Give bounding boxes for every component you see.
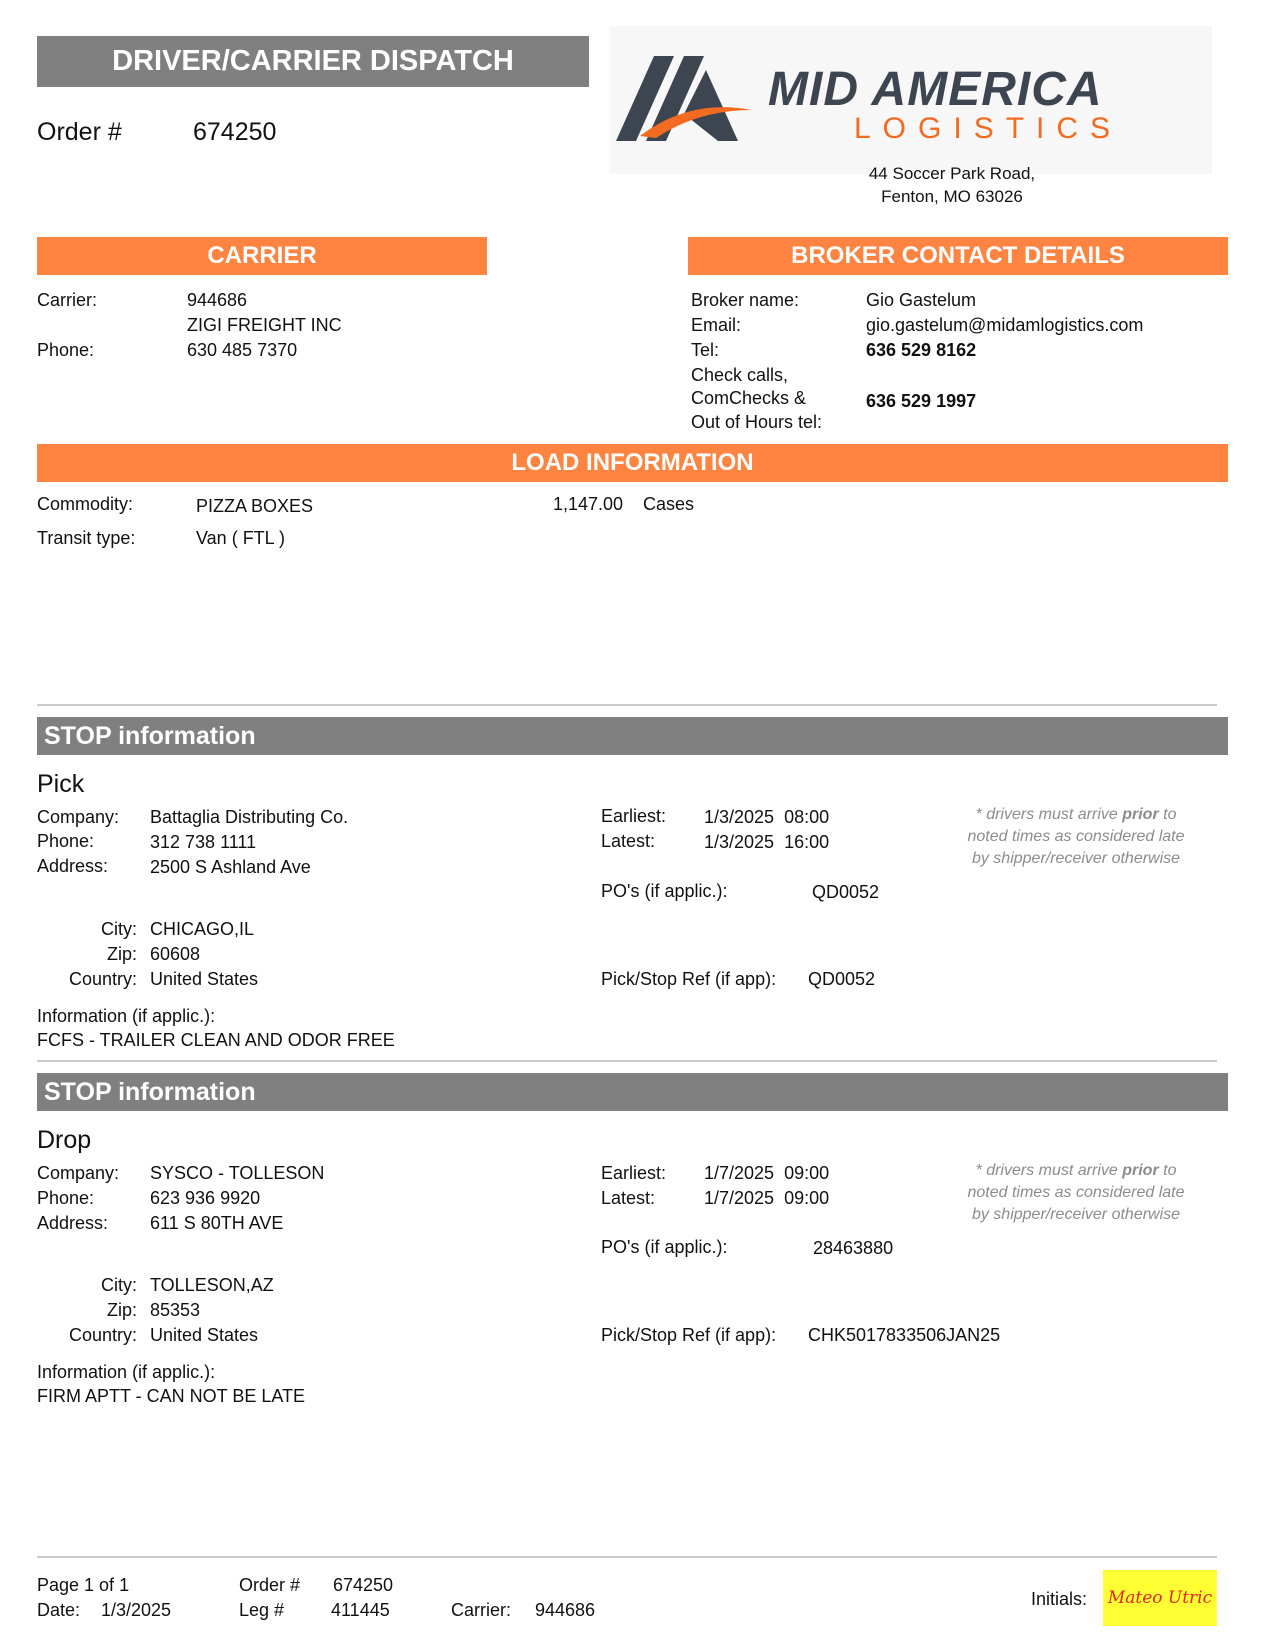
footer-carrier: 944686: [535, 1600, 596, 1620]
ref-label: Pick/Stop Ref (if app):: [601, 1325, 777, 1345]
stop-type: Pick: [37, 770, 85, 798]
stop-address: 2500 S Ashland Ave: [150, 857, 311, 877]
initials-signature: Mateo Utric: [1107, 1588, 1213, 1608]
stop-info: FIRM APTT - CAN NOT BE LATE: [37, 1386, 306, 1406]
earliest-value: 1/3/2025 08:00: [704, 807, 830, 827]
footer-leg: 411445: [331, 1600, 390, 1620]
broker-name: Gio Gastelum: [866, 290, 977, 310]
broker-tel: 636 529 8162: [866, 340, 977, 360]
stop-section-header: STOP information: [37, 1073, 1228, 1111]
stop-phone: 312 738 1111: [150, 832, 257, 852]
broker-section-header: BROKER CONTACT DETAILS: [688, 237, 1228, 275]
footer-order-label: Order #: [239, 1575, 301, 1595]
order-label: Order #: [37, 118, 122, 146]
latest-label: Latest:: [601, 831, 656, 851]
stop-zip-label: Zip:: [106, 1300, 137, 1320]
initials-signature-box: [1103, 1570, 1217, 1626]
latest-label: Latest:: [601, 1188, 656, 1208]
load-section-header: LOAD INFORMATION: [37, 444, 1228, 482]
company-address-line1: 44 Soccer Park Road,: [868, 164, 1036, 183]
stop-country-label: Country:: [68, 969, 137, 989]
stop-country: United States: [150, 1325, 259, 1345]
stop-city-label: City:: [101, 1275, 137, 1295]
quantity-unit: Cases: [643, 494, 695, 514]
quantity-value: 1,147.00: [553, 494, 624, 514]
broker-email[interactable]: gio.gastelum@midamlogistics.com: [866, 315, 1144, 335]
document-title: DRIVER/CARRIER DISPATCH: [37, 36, 589, 87]
ref-value: CHK5017833506JAN25: [808, 1325, 1001, 1345]
stop-info: FCFS - TRAILER CLEAN AND ODOR FREE: [37, 1030, 395, 1050]
transit-label: Transit type:: [37, 528, 136, 548]
transit-value: Van ( FTL ): [196, 528, 286, 548]
commodity-label: Commodity:: [37, 494, 134, 514]
stop-city: TOLLESON,AZ: [150, 1275, 274, 1295]
earliest-label: Earliest:: [601, 806, 667, 826]
footer-carrier-label: Carrier:: [451, 1600, 512, 1620]
stop-type: Drop: [37, 1126, 92, 1154]
stop-company-label: Company:: [37, 807, 120, 827]
stop-company: SYSCO - TOLLESON: [150, 1163, 325, 1183]
footer-divider: [37, 1556, 1217, 1558]
latest-value: 1/3/2025 16:00: [704, 832, 830, 852]
initials-label: Initials:: [1031, 1589, 1088, 1609]
po-label: PO's (if applic.):: [601, 881, 728, 901]
stop-phone: 623 936 9920: [150, 1188, 261, 1208]
check-calls-tel: 636 529 1997: [866, 391, 977, 411]
check-calls-label: Check calls,: [691, 365, 789, 385]
po-label: PO's (if applic.):: [601, 1237, 728, 1257]
footer-date-label: Date:: [37, 1600, 81, 1620]
stop-section-header: STOP information: [37, 717, 1228, 755]
stop-city: CHICAGO,IL: [150, 919, 255, 939]
commodity-value: PIZZA BOXES: [196, 496, 314, 516]
stop-address-label: Address:: [37, 1213, 109, 1233]
stop-address-label: Address:: [37, 856, 109, 876]
stop-zip-label: Zip:: [106, 944, 137, 964]
stop-company-label: Company:: [37, 1163, 120, 1183]
arrival-note: * drivers must arrive prior to noted times as considered late by shipper/receiver otherwise: [967, 806, 1185, 867]
order-number: 674250: [193, 118, 277, 146]
stop-company: Battaglia Distributing Co.: [150, 807, 349, 827]
company-logo: [610, 26, 1212, 174]
company-address-line2: Fenton, MO 63026: [881, 187, 1023, 206]
earliest-value: 1/7/2025 09:00: [704, 1163, 830, 1183]
check-calls-label: ComChecks &: [691, 388, 807, 408]
divider: [37, 1060, 1217, 1062]
logo-tagline: LOGISTICS: [854, 112, 1123, 145]
stop-address: 611 S 80TH AVE: [150, 1213, 284, 1233]
stop-country-label: Country:: [68, 1325, 137, 1345]
stop-zip: 60608: [150, 944, 201, 964]
divider: [37, 704, 1217, 706]
broker-tel-label: Tel:: [691, 340, 720, 360]
earliest-label: Earliest:: [601, 1163, 667, 1183]
stop-country: United States: [150, 969, 259, 989]
po-value: QD0052: [812, 882, 880, 902]
stop-phone-label: Phone:: [37, 831, 95, 851]
carrier-id: 944686: [187, 290, 248, 310]
stop-info-label: Information (if applic.):: [37, 1362, 216, 1382]
footer-leg-label: Leg #: [239, 1600, 285, 1620]
ref-label: Pick/Stop Ref (if app):: [601, 969, 777, 989]
stop-phone-label: Phone:: [37, 1188, 95, 1208]
stop-city-label: City:: [101, 919, 137, 939]
check-calls-label: Out of Hours tel:: [691, 412, 823, 432]
po-value: 28463880: [813, 1238, 894, 1258]
latest-value: 1/7/2025 09:00: [704, 1188, 830, 1208]
footer-date: 1/3/2025: [101, 1600, 172, 1620]
stop-info-label: Information (if applic.):: [37, 1006, 216, 1026]
broker-email-label: Email:: [691, 315, 742, 335]
footer-order: 674250: [333, 1575, 394, 1595]
carrier-label: Carrier:: [37, 290, 98, 310]
page-number: Page 1 of 1: [37, 1575, 130, 1595]
carrier-section-header: CARRIER: [37, 237, 487, 275]
ref-value: QD0052: [808, 969, 876, 989]
arrival-note: * drivers must arrive prior to noted times as considered late by shipper/receiver otherwise: [967, 1162, 1185, 1223]
logo-name: MID AMERICA: [768, 63, 1103, 116]
stop-zip: 85353: [150, 1300, 201, 1320]
carrier-phone-label: Phone:: [37, 340, 95, 360]
carrier-phone: 630 485 7370: [187, 340, 298, 360]
carrier-name: ZIGI FREIGHT INC: [187, 315, 342, 335]
broker-name-label: Broker name:: [691, 290, 800, 310]
